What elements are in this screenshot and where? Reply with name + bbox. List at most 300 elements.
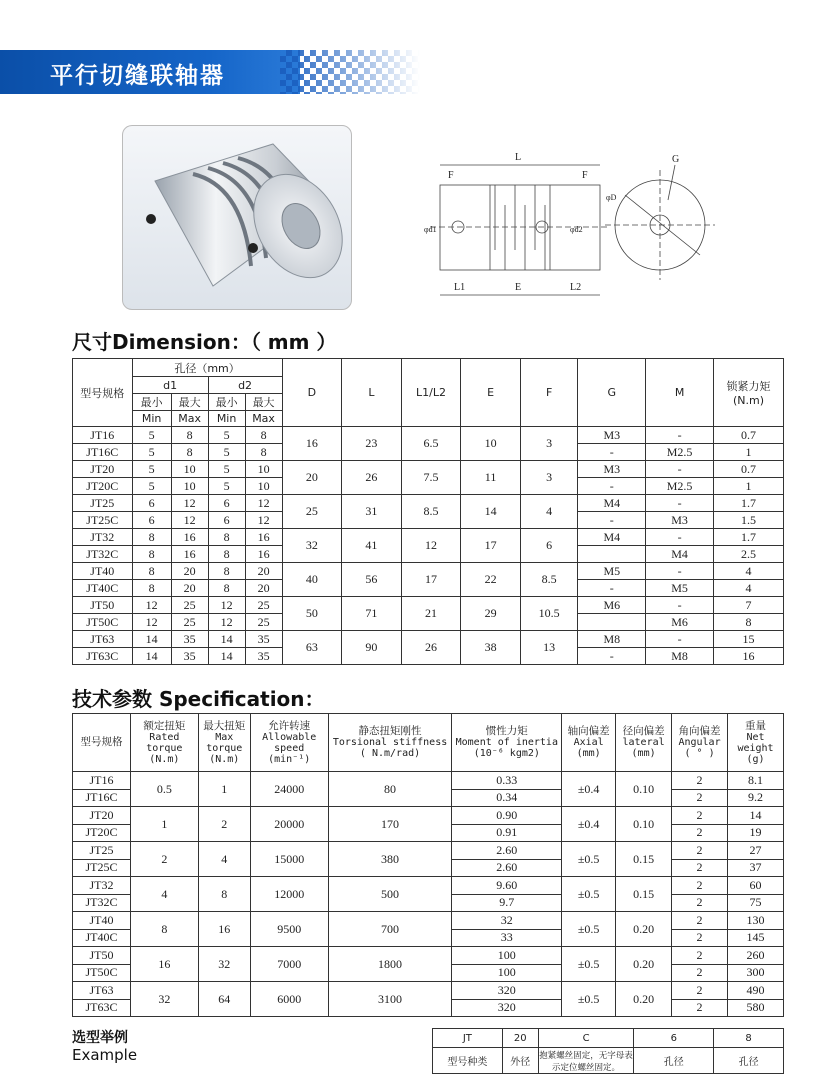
cell-inertia: 0.90 [452, 807, 562, 825]
cell-model: JT40 [73, 563, 133, 580]
example-meaning: 型号种类 [433, 1048, 503, 1074]
cell-d1-min: 12 [132, 597, 171, 614]
cell-model: JT20 [73, 461, 133, 478]
cell-D: 40 [282, 563, 342, 597]
th-rated-torque: 额定扭矩 Rated torque (N.m) [130, 714, 198, 772]
cell-d2-max: 35 [245, 648, 282, 665]
cell-d1-min: 5 [132, 444, 171, 461]
example-code: C [538, 1029, 634, 1048]
cell-lateral: 0.15 [616, 842, 672, 877]
cell-M: M4 [646, 546, 714, 563]
cell-E: 11 [461, 461, 521, 495]
cell-F: 3 [520, 461, 578, 495]
cell-torque: 2.5 [714, 546, 784, 563]
cell-L1L2: 12 [401, 529, 461, 563]
cell-d2-min: 5 [208, 444, 245, 461]
cell-inertia: 2.60 [452, 842, 562, 860]
cell-d1-min: 12 [132, 614, 171, 631]
table-row [73, 982, 784, 1000]
cell-d2-min: 5 [208, 427, 245, 444]
th-F: F [520, 359, 578, 427]
cell-inertia: 0.91 [452, 824, 562, 842]
cell-inertia: 32 [452, 912, 562, 930]
banner-checker-pattern [280, 50, 420, 94]
cell-G [578, 614, 646, 631]
cell-angular: 2 [672, 929, 728, 947]
cell-d1-min: 8 [132, 546, 171, 563]
cell-weight: 145 [728, 929, 784, 947]
cell-weight: 490 [728, 982, 784, 1000]
cell-d1-min: 5 [132, 427, 171, 444]
cell-stiffness: 500 [328, 877, 452, 912]
cell-G: - [578, 478, 646, 495]
cell-d1-max: 12 [171, 495, 208, 512]
cell-weight: 27 [728, 842, 784, 860]
cell-d1-max: 35 [171, 648, 208, 665]
cell-stiffness: 80 [328, 772, 452, 807]
cell-stiffness: 3100 [328, 982, 452, 1017]
cell-d1-min: 5 [132, 478, 171, 495]
cell-d1-max: 35 [171, 631, 208, 648]
cell-model: JT20C [73, 824, 131, 842]
cell-model: JT63 [73, 982, 131, 1000]
cell-L: 71 [342, 597, 402, 631]
cell-stiffness: 380 [328, 842, 452, 877]
cell-angular: 2 [672, 947, 728, 965]
cell-model: JT63 [73, 631, 133, 648]
example-code: 8 [714, 1029, 784, 1048]
th-d1-min-en: Min [132, 411, 171, 427]
cell-E: 14 [461, 495, 521, 529]
cell-F: 6 [520, 529, 578, 563]
cell-speed: 9500 [250, 912, 328, 947]
cell-weight: 14 [728, 807, 784, 825]
cell-model: JT32C [73, 546, 133, 563]
cell-torque: 4 [714, 580, 784, 597]
cell-max-torque: 64 [198, 982, 250, 1017]
cell-stiffness: 1800 [328, 947, 452, 982]
example-meaning: 孔径 [714, 1048, 784, 1074]
cell-inertia: 33 [452, 929, 562, 947]
th-D: D [282, 359, 342, 427]
cell-model: JT25 [73, 842, 131, 860]
cell-M: - [646, 461, 714, 478]
label-F-right: F [582, 170, 588, 181]
label-F-left: F [448, 170, 454, 181]
cell-d1-max: 16 [171, 529, 208, 546]
label-G: G [672, 154, 680, 165]
cell-model: JT25 [73, 495, 133, 512]
cell-lateral: 0.20 [616, 912, 672, 947]
cell-angular: 2 [672, 772, 728, 790]
cell-d1-min: 14 [132, 648, 171, 665]
th-max-torque: 最大扭矩 Max torque (N.m) [198, 714, 250, 772]
cell-angular: 2 [672, 877, 728, 895]
cell-d2-max: 20 [245, 563, 282, 580]
label-L: L [515, 152, 522, 163]
cell-torque: 4 [714, 563, 784, 580]
cell-M: - [646, 631, 714, 648]
cell-weight: 8.1 [728, 772, 784, 790]
th-d2-max: 最大 [245, 394, 282, 411]
cell-E: 17 [461, 529, 521, 563]
cell-L: 41 [342, 529, 402, 563]
cell-L1L2: 26 [401, 631, 461, 665]
cell-axial: ±0.5 [562, 912, 616, 947]
th-axial: 轴向偏差 Axial (mm) [562, 714, 616, 772]
cell-torque: 1.7 [714, 495, 784, 512]
cell-D: 50 [282, 597, 342, 631]
cell-d1-min: 6 [132, 495, 171, 512]
example-code: 20 [502, 1029, 538, 1048]
th-torque: 锁紧力矩 (N.m) [714, 359, 784, 427]
cell-M: M6 [646, 614, 714, 631]
th-stiffness: 静态扭矩刚性 Torsional stiffness ( N.m/rad) [328, 714, 452, 772]
cell-d1-max: 25 [171, 597, 208, 614]
cell-inertia: 9.60 [452, 877, 562, 895]
example-label-cn: 选型举例 [72, 1030, 128, 1046]
table-row [73, 495, 784, 512]
cell-rated-torque: 16 [130, 947, 198, 982]
coupling-illustration [123, 126, 351, 309]
cell-G: M8 [578, 631, 646, 648]
cell-L1L2: 6.5 [401, 427, 461, 461]
cell-torque: 0.7 [714, 461, 784, 478]
cell-d2-min: 6 [208, 512, 245, 529]
th-L: L [342, 359, 402, 427]
cell-inertia: 320 [452, 999, 562, 1017]
cell-M: - [646, 427, 714, 444]
cell-model: JT40C [73, 580, 133, 597]
th-E: E [461, 359, 521, 427]
cell-d2-min: 8 [208, 546, 245, 563]
cell-L1L2: 8.5 [401, 495, 461, 529]
cell-M: M3 [646, 512, 714, 529]
table-row [73, 631, 784, 648]
th-lateral: 径向偏差 lateral (mm) [616, 714, 672, 772]
cell-M: - [646, 563, 714, 580]
table-row [73, 461, 784, 478]
cell-model: JT50 [73, 947, 131, 965]
th-d1-max-en: Max [171, 411, 208, 427]
cell-d1-min: 8 [132, 580, 171, 597]
cell-d1-min: 6 [132, 512, 171, 529]
cell-inertia: 100 [452, 964, 562, 982]
cell-weight: 580 [728, 999, 784, 1017]
cell-inertia: 2.60 [452, 859, 562, 877]
cell-d1-min: 8 [132, 563, 171, 580]
cell-max-torque: 32 [198, 947, 250, 982]
cell-D: 20 [282, 461, 342, 495]
dimension-title: 尺寸Dimension：（ mm ） [72, 330, 337, 354]
cell-max-torque: 8 [198, 877, 250, 912]
cell-d2-max: 10 [245, 478, 282, 495]
page-title: 平行切缝联轴器 [50, 63, 225, 89]
cell-model: JT50C [73, 614, 133, 631]
cell-F: 13 [520, 631, 578, 665]
cell-angular: 2 [672, 789, 728, 807]
cell-weight: 37 [728, 859, 784, 877]
title-banner [0, 50, 420, 94]
cell-model: JT40 [73, 912, 131, 930]
cell-torque: 1.5 [714, 512, 784, 529]
cell-d1-max: 10 [171, 478, 208, 495]
cell-M: - [646, 597, 714, 614]
table-row [73, 772, 784, 790]
cell-G: M3 [578, 427, 646, 444]
label-d2: φd2 [570, 225, 583, 234]
cell-G: - [578, 512, 646, 529]
cell-torque: 16 [714, 648, 784, 665]
cell-model: JT50C [73, 964, 131, 982]
cell-inertia: 0.34 [452, 789, 562, 807]
cell-torque: 0.7 [714, 427, 784, 444]
cell-d2-min: 8 [208, 529, 245, 546]
cell-inertia: 320 [452, 982, 562, 1000]
cell-L1L2: 17 [401, 563, 461, 597]
table-row [73, 807, 784, 825]
cell-torque: 15 [714, 631, 784, 648]
cell-G: M6 [578, 597, 646, 614]
cell-weight: 130 [728, 912, 784, 930]
cell-torque: 7 [714, 597, 784, 614]
dimension-table [72, 358, 784, 665]
cell-L1L2: 7.5 [401, 461, 461, 495]
cell-speed: 15000 [250, 842, 328, 877]
spec-table [72, 713, 784, 1017]
cell-lateral: 0.20 [616, 947, 672, 982]
cell-L: 56 [342, 563, 402, 597]
cell-d2-max: 35 [245, 631, 282, 648]
cell-model: JT32 [73, 877, 131, 895]
cell-d2-max: 16 [245, 546, 282, 563]
cell-speed: 7000 [250, 947, 328, 982]
cell-F: 10.5 [520, 597, 578, 631]
cell-axial: ±0.5 [562, 982, 616, 1017]
cell-d2-max: 8 [245, 427, 282, 444]
th-spec-model: 型号规格 [73, 714, 131, 772]
cell-d2-min: 5 [208, 478, 245, 495]
cell-model: JT25C [73, 512, 133, 529]
cell-L: 23 [342, 427, 402, 461]
cell-torque: 1 [714, 478, 784, 495]
cell-speed: 6000 [250, 982, 328, 1017]
cell-D: 63 [282, 631, 342, 665]
cell-angular: 2 [672, 894, 728, 912]
example-meaning: 外径 [502, 1048, 538, 1074]
table-row [73, 912, 784, 930]
cell-speed: 20000 [250, 807, 328, 842]
cell-d2-max: 20 [245, 580, 282, 597]
cell-inertia: 0.33 [452, 772, 562, 790]
table-row [73, 947, 784, 965]
cell-d1-max: 20 [171, 563, 208, 580]
cell-L: 26 [342, 461, 402, 495]
cell-model: JT40C [73, 929, 131, 947]
th-angular: 角向偏差 Angular ( ° ) [672, 714, 728, 772]
cell-axial: ±0.4 [562, 772, 616, 807]
cell-model: JT32 [73, 529, 133, 546]
cell-d1-max: 20 [171, 580, 208, 597]
cell-G: - [578, 580, 646, 597]
cell-d1-min: 5 [132, 461, 171, 478]
cell-model: JT63C [73, 648, 133, 665]
cell-weight: 60 [728, 877, 784, 895]
label-L2: L2 [570, 282, 582, 293]
th-d2-min-en: Min [208, 411, 245, 427]
cell-G: M5 [578, 563, 646, 580]
cell-weight: 75 [728, 894, 784, 912]
cell-d2-min: 14 [208, 648, 245, 665]
cell-angular: 2 [672, 982, 728, 1000]
cell-d2-min: 14 [208, 631, 245, 648]
label-L1: L1 [454, 282, 466, 293]
cell-inertia: 100 [452, 947, 562, 965]
cell-model: JT16C [73, 444, 133, 461]
th-d1: d1 [132, 377, 208, 394]
cell-axial: ±0.5 [562, 877, 616, 912]
example-table [432, 1028, 784, 1074]
cell-d1-max: 8 [171, 427, 208, 444]
cell-M: - [646, 495, 714, 512]
table-row [73, 529, 784, 546]
cell-L: 31 [342, 495, 402, 529]
cell-model: JT20C [73, 478, 133, 495]
cell-d2-max: 25 [245, 597, 282, 614]
cell-max-torque: 1 [198, 772, 250, 807]
cell-stiffness: 700 [328, 912, 452, 947]
cell-angular: 2 [672, 824, 728, 842]
cell-max-torque: 4 [198, 842, 250, 877]
cell-d2-max: 10 [245, 461, 282, 478]
th-bore: 孔径（mm） [132, 359, 282, 377]
cell-torque: 8 [714, 614, 784, 631]
cell-model: JT25C [73, 859, 131, 877]
th-d2: d2 [208, 377, 282, 394]
table-row [73, 842, 784, 860]
cell-D: 25 [282, 495, 342, 529]
cell-d2-min: 8 [208, 563, 245, 580]
cell-angular: 2 [672, 807, 728, 825]
cell-angular: 2 [672, 912, 728, 930]
cell-axial: ±0.5 [562, 842, 616, 877]
cell-weight: 19 [728, 824, 784, 842]
cell-D: 32 [282, 529, 342, 563]
cell-angular: 2 [672, 999, 728, 1017]
th-d1-min: 最小 [132, 394, 171, 411]
cell-weight: 9.2 [728, 789, 784, 807]
cell-lateral: 0.20 [616, 982, 672, 1017]
th-G: G [578, 359, 646, 427]
example-meaning: 抱紧螺丝固定，无字母表示定位螺丝固定。 [538, 1048, 634, 1074]
cell-d2-min: 12 [208, 614, 245, 631]
cell-inertia: 9.7 [452, 894, 562, 912]
example-code: 6 [634, 1029, 714, 1048]
cell-M: M8 [646, 648, 714, 665]
cell-speed: 24000 [250, 772, 328, 807]
label-D: φD [606, 193, 617, 202]
th-weight: 重量 Net weight (g) [728, 714, 784, 772]
cell-rated-torque: 0.5 [130, 772, 198, 807]
label-d1: φd1 [424, 225, 437, 234]
cell-M: M5 [646, 580, 714, 597]
cell-d2-min: 12 [208, 597, 245, 614]
th-d2-min: 最小 [208, 394, 245, 411]
cell-axial: ±0.4 [562, 807, 616, 842]
cell-rated-torque: 4 [130, 877, 198, 912]
cell-lateral: 0.15 [616, 877, 672, 912]
cell-G: M3 [578, 461, 646, 478]
cell-model: JT16 [73, 772, 131, 790]
th-d2-max-en: Max [245, 411, 282, 427]
cell-model: JT63C [73, 999, 131, 1017]
example-meaning: 孔径 [634, 1048, 714, 1074]
cell-model: JT20 [73, 807, 131, 825]
th-M: M [646, 359, 714, 427]
cell-max-torque: 2 [198, 807, 250, 842]
cell-L1L2: 21 [401, 597, 461, 631]
cell-d2-min: 6 [208, 495, 245, 512]
cell-M: M2.5 [646, 478, 714, 495]
product-photo [122, 125, 352, 310]
cell-M: - [646, 529, 714, 546]
cell-d2-max: 25 [245, 614, 282, 631]
spec-title: 技术参数 Specification： [72, 687, 325, 711]
cell-E: 38 [461, 631, 521, 665]
cell-d2-max: 16 [245, 529, 282, 546]
cell-d2-min: 5 [208, 461, 245, 478]
cell-d1-max: 25 [171, 614, 208, 631]
example-code: JT [433, 1029, 503, 1048]
cell-rated-torque: 8 [130, 912, 198, 947]
th-d1-max: 最大 [171, 394, 208, 411]
cell-E: 29 [461, 597, 521, 631]
label-E: E [515, 282, 522, 293]
cell-max-torque: 16 [198, 912, 250, 947]
cell-d2-min: 8 [208, 580, 245, 597]
cell-rated-torque: 32 [130, 982, 198, 1017]
cell-E: 22 [461, 563, 521, 597]
cell-weight: 260 [728, 947, 784, 965]
cell-speed: 12000 [250, 877, 328, 912]
cell-lateral: 0.10 [616, 807, 672, 842]
th-speed: 允许转速 Allowable speed (min⁻¹) [250, 714, 328, 772]
cell-E: 10 [461, 427, 521, 461]
cell-model: JT32C [73, 894, 131, 912]
cell-G [578, 546, 646, 563]
cell-d1-max: 8 [171, 444, 208, 461]
cell-angular: 2 [672, 859, 728, 877]
technical-drawing [410, 140, 810, 310]
table-row [73, 597, 784, 614]
cell-G: M4 [578, 495, 646, 512]
cell-d1-max: 16 [171, 546, 208, 563]
cell-torque: 1 [714, 444, 784, 461]
cell-L: 90 [342, 631, 402, 665]
cell-M: M2.5 [646, 444, 714, 461]
cell-axial: ±0.5 [562, 947, 616, 982]
cell-stiffness: 170 [328, 807, 452, 842]
th-L1L2: L1/L2 [401, 359, 461, 427]
cell-d1-min: 14 [132, 631, 171, 648]
cell-angular: 2 [672, 842, 728, 860]
cell-model: JT16 [73, 427, 133, 444]
th-inertia: 惯性力矩 Moment of inertia (10⁻⁶ kgm2) [452, 714, 562, 772]
cell-d1-max: 12 [171, 512, 208, 529]
table-row [73, 427, 784, 444]
table-row [73, 877, 784, 895]
cell-d1-max: 10 [171, 461, 208, 478]
